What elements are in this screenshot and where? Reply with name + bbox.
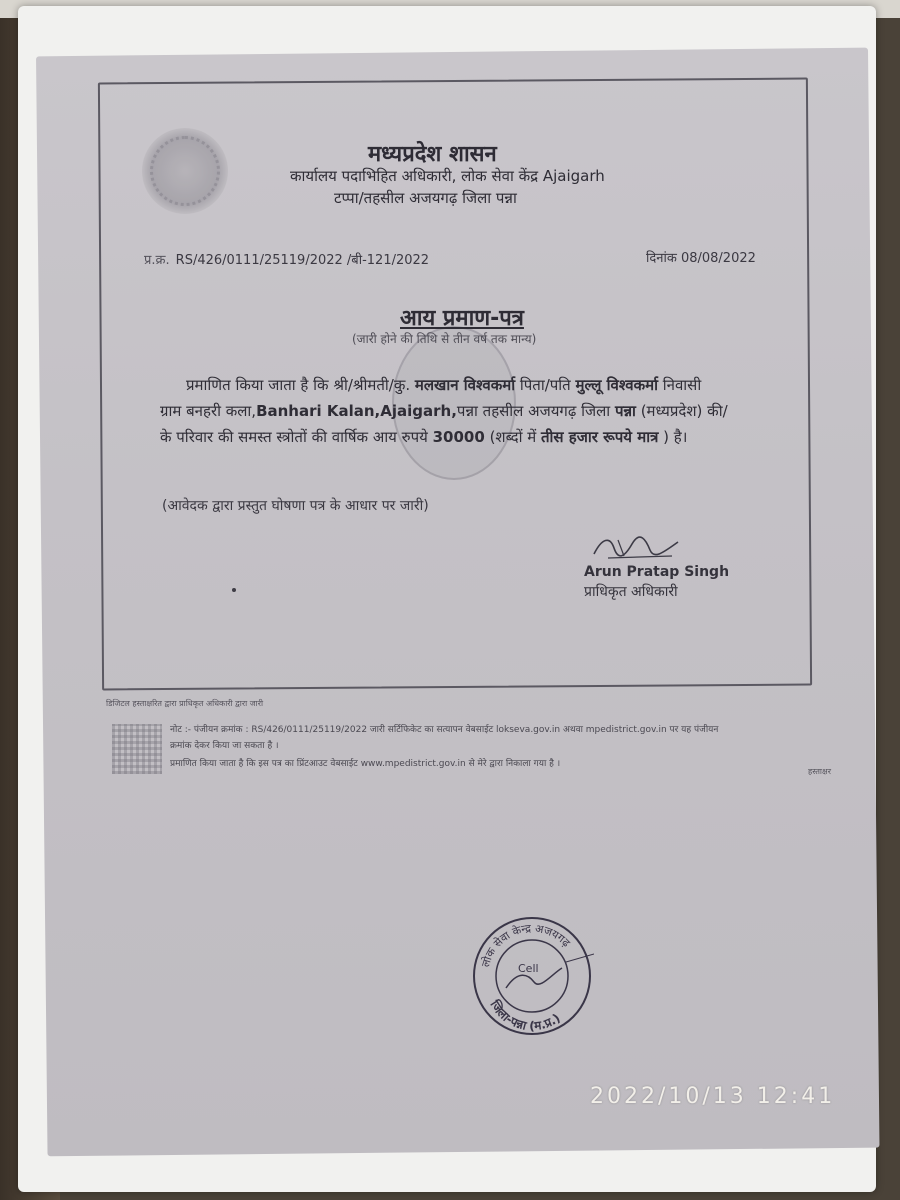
income-amount-words: तीस हजार रूपये मात्र: [541, 428, 659, 446]
photo-timestamp: 2022/10/13 12:41: [590, 1084, 836, 1109]
digital-issue-note: डिजिटल हस्ताक्षरित द्वारा प्राधिकृत अधिकारी द्वारा जारी: [106, 699, 264, 708]
certificate-body: [160, 372, 800, 450]
body-line-2: ग्राम बनहरी कला,Banhari Kalan,Ajaigarh,पन्ना तहसील अजयगढ़ जिला पन्ना (मध्यप्रदेश) की/: [160, 402, 728, 420]
svg-text:जिला-पन्ना (म.प्र.): [487, 997, 563, 1033]
declaration-note: (आवेदक द्वारा प्रस्तुत घोषणा पत्र के आधार पर जारी): [162, 498, 429, 514]
government-title: मध्यप्रदेश शासन: [368, 142, 497, 167]
income-amount: 30000: [432, 428, 485, 446]
issue-date: दिनांक 08/08/2022: [646, 251, 756, 266]
certificate-title: आय प्रमाण-पत्र: [400, 306, 524, 331]
district-name: पन्ना: [614, 402, 636, 420]
validity-note: (जारी होने की तिथि से तीन वर्ष तक मान्य): [352, 332, 537, 346]
body-line-1: प्रमाणित किया जाता है कि श्री/श्रीमती/कु. मलखान विश्वकर्मा पिता/पति मुल्लू विश्वकर्मा निवासी: [186, 376, 702, 394]
signature-marker: हस्ताक्षर: [808, 767, 831, 776]
district-line: टप्पा/तहसील अजयगढ़ जिला पन्ना: [334, 189, 517, 207]
printout-note: प्रमाणित किया जाता है कि इस पत्र का प्रिंटआउट वेबसाईट www.mpedistrict.gov.in से मेरे द्वारा निकाला गया है ।: [170, 759, 561, 769]
seal-center-text: Cell: [518, 962, 539, 975]
verification-note-line-2: क्रमांक देकर किया जा सकता है ।: [170, 741, 279, 751]
signatory-title: प्राधिकृत अधिकारी: [584, 584, 678, 600]
office-name: कार्यालय पदाभिहित अधिकारी, लोक सेवा केंद्र Ajaigarh: [290, 167, 605, 185]
signatory-name: Arun Pratap Singh: [584, 564, 730, 580]
ink-dot: [232, 588, 236, 592]
office-seal-icon: [470, 914, 594, 1038]
seal-bottom-text: जिला-पन्ना (म.प्र.): [487, 997, 563, 1034]
address-english: Banhari Kalan,Ajaigarh,: [256, 402, 457, 420]
reference-label: प्र.क्र.: [144, 253, 170, 268]
seal-top-text: लोक सेवा केन्द्र अजयगढ़: [478, 921, 573, 969]
qr-code-icon: [112, 724, 162, 774]
applicant-name: मलखान विश्वकर्मा: [414, 376, 516, 394]
reference-number: [144, 250, 429, 268]
signature-icon: [588, 530, 684, 564]
verification-note-line-1: नोट :- पंजीयन क्रमांक : RS/426/0111/25119/2022 जारी सर्टिफिकेट का सत्यापन वेबसाईट lokseva.gov.in अथवा mpedistrict.gov.in पर यह पंजीयन: [170, 725, 719, 735]
father-name: मुल्लू विश्वकर्मा: [575, 376, 658, 394]
body-line-3: के परिवार की समस्त स्त्रोतों की वार्षिक आय रुपये 30000 (शब्दों में तीस हजार रूपये मात्र ) है।: [160, 428, 688, 446]
reference-value: RS/426/0111/25119/2022 /बी-121/2022: [175, 253, 430, 268]
state-emblem-icon: [142, 128, 228, 214]
